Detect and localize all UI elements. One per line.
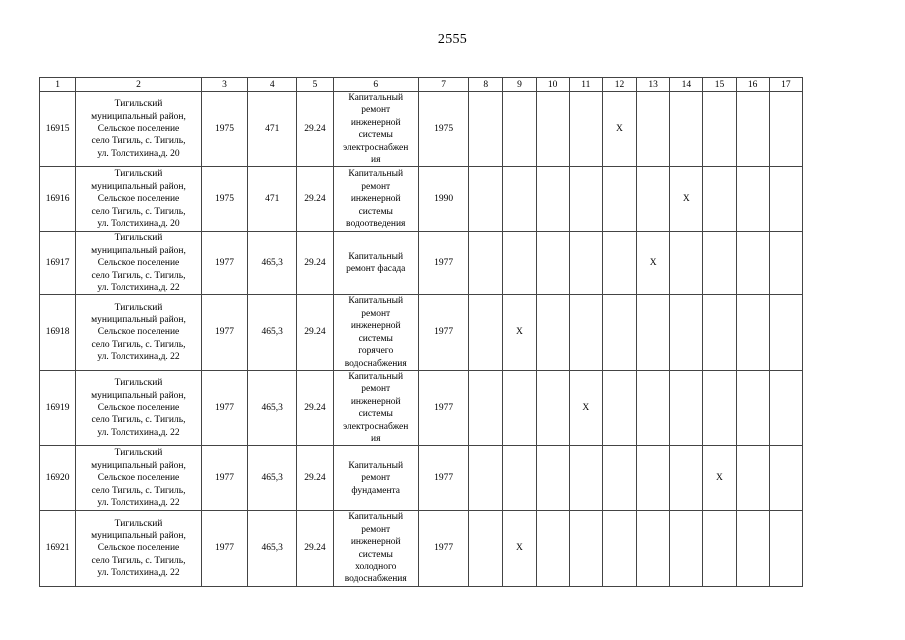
rate-cell: 29.24 (297, 511, 333, 586)
work-type-cell-line: ремонт (361, 181, 391, 192)
header-cell: 17 (769, 78, 802, 92)
empty-cell (569, 92, 602, 167)
header-row (40, 78, 803, 92)
address-cell-line: Тигильский (114, 518, 163, 529)
mark-cell: X (503, 295, 536, 370)
work-type-cell-line: системы (358, 409, 393, 420)
work-type-cell (333, 295, 418, 370)
empty-cell (703, 232, 736, 295)
address-cell (76, 511, 202, 586)
address-cell-line: Сельское поселение (97, 124, 180, 135)
address-cell-line: муниципальный район, (91, 460, 186, 471)
address-cell-line: Тигильский (114, 169, 163, 180)
work-type-cell-line: системы (358, 333, 393, 344)
empty-cell (703, 295, 736, 370)
work-type-cell-line: фундамента (351, 485, 401, 496)
year-cell: 1977 (418, 370, 468, 445)
year-built-cell: 1977 (201, 295, 247, 370)
empty-cell (503, 232, 536, 295)
rate-cell: 29.24 (297, 167, 333, 232)
address-cell-line: муниципальный район, (91, 390, 186, 401)
work-type-cell-line: ремонт (361, 105, 391, 116)
empty-cell (469, 511, 503, 586)
header-cell: 10 (536, 78, 569, 92)
empty-cell (503, 370, 536, 445)
year-built-cell: 1977 (201, 370, 247, 445)
rate-cell: 29.24 (297, 232, 333, 295)
work-type-cell-line: ремонт фасада (346, 264, 406, 275)
year-cell: 1977 (418, 511, 468, 586)
empty-cell (736, 92, 769, 167)
mark-cell: X (503, 511, 536, 586)
header-cell: 5 (297, 78, 333, 92)
address-cell-line: село Тигиль, с. Тигиль, (91, 415, 186, 426)
empty-cell (637, 295, 670, 370)
empty-cell (703, 511, 736, 586)
mark-cell: X (602, 92, 636, 167)
work-type-cell-line: ия (371, 155, 381, 166)
empty-cell (670, 92, 703, 167)
row-number-cell: 16917 (40, 232, 76, 295)
address-cell-line: ул. Толстихина,д. 22 (97, 283, 180, 294)
work-type-cell (333, 167, 418, 232)
empty-cell (602, 446, 636, 511)
mark-cell: X (637, 232, 670, 295)
header-cell: 16 (736, 78, 769, 92)
address-cell-line: Сельское поселение (97, 543, 180, 554)
empty-cell (769, 370, 802, 445)
address-cell-line: ул. Толстихина,д. 22 (97, 427, 180, 438)
mark-cell: X (703, 446, 736, 511)
address-cell-line: село Тигиль, с. Тигиль, (91, 136, 186, 147)
empty-cell (769, 295, 802, 370)
mark-cell: X (569, 370, 602, 445)
address-cell-line: ул. Толстихина,д. 20 (97, 219, 180, 230)
table-row (40, 232, 803, 295)
work-type-cell-line: ия (371, 433, 381, 444)
register-table (39, 77, 803, 587)
address-cell-line: муниципальный район, (91, 111, 186, 122)
table-row (40, 511, 803, 586)
empty-cell (602, 232, 636, 295)
mark-cell: X (670, 167, 703, 232)
empty-cell (703, 370, 736, 445)
address-cell-line: Сельское поселение (97, 327, 180, 338)
work-type-cell-line: системы (358, 206, 393, 217)
work-type-cell-line: Капитальный (348, 93, 404, 103)
work-type-cell (333, 511, 418, 586)
empty-cell (536, 167, 569, 232)
header-cell: 1 (40, 78, 76, 92)
empty-cell (536, 232, 569, 295)
work-type-cell-line: водоснабжения (344, 358, 407, 369)
year-built-cell: 1977 (201, 511, 247, 586)
empty-cell (670, 446, 703, 511)
address-cell-line: муниципальный район, (91, 530, 186, 541)
empty-cell (637, 92, 670, 167)
row-number-cell: 16921 (40, 511, 76, 586)
address-cell-line: Сельское поселение (97, 258, 180, 269)
empty-cell (703, 167, 736, 232)
empty-cell (736, 370, 769, 445)
work-type-cell (333, 370, 418, 445)
work-type-cell-line: водоснабжения (344, 574, 407, 585)
empty-cell (769, 446, 802, 511)
header-cell: 12 (602, 78, 636, 92)
table-body (40, 92, 803, 587)
work-type-cell-line: инженерной (350, 321, 401, 332)
work-type-cell-line: инженерной (350, 396, 401, 407)
rate-cell: 29.24 (297, 92, 333, 167)
rate-cell: 29.24 (297, 370, 333, 445)
address-cell (76, 295, 202, 370)
empty-cell (637, 370, 670, 445)
empty-cell (670, 511, 703, 586)
address-cell-line: село Тигиль, с. Тигиль, (91, 339, 186, 350)
work-type-cell (333, 92, 418, 167)
area-cell: 465,3 (248, 370, 297, 445)
page-number: 2555 (437, 32, 468, 47)
address-cell-line: муниципальный район, (91, 181, 186, 192)
header-cell: 9 (503, 78, 536, 92)
year-built-cell: 1975 (201, 92, 247, 167)
empty-cell (469, 232, 503, 295)
empty-cell (769, 232, 802, 295)
empty-cell (569, 232, 602, 295)
rate-cell: 29.24 (297, 446, 333, 511)
year-cell: 1977 (418, 232, 468, 295)
work-type-cell-line: системы (358, 549, 393, 560)
row-number-cell: 16919 (40, 370, 76, 445)
work-type-cell-line: Капитальный (348, 169, 404, 180)
table-row (40, 370, 803, 445)
empty-cell (602, 167, 636, 232)
address-cell-line: Сельское поселение (97, 402, 180, 413)
empty-cell (536, 446, 569, 511)
year-built-cell: 1977 (201, 232, 247, 295)
empty-cell (469, 92, 503, 167)
row-number-cell: 16918 (40, 295, 76, 370)
table-row (40, 167, 803, 232)
address-cell-line: Тигильский (114, 448, 163, 459)
empty-cell (536, 295, 569, 370)
empty-cell (703, 92, 736, 167)
header-cell: 2 (76, 78, 202, 92)
work-type-cell (333, 446, 418, 511)
address-cell-line: село Тигиль, с. Тигиль, (91, 270, 186, 281)
year-cell: 1977 (418, 295, 468, 370)
work-type-cell-line: электроснабжен (343, 421, 409, 432)
header-cell: 14 (670, 78, 703, 92)
address-cell-line: Сельское поселение (97, 194, 180, 205)
empty-cell (602, 370, 636, 445)
address-cell-line: ул. Толстихина,д. 22 (97, 568, 180, 579)
empty-cell (503, 92, 536, 167)
work-type-cell-line: инженерной (350, 194, 401, 205)
table-row (40, 92, 803, 167)
address-cell-line: ул. Толстихина,д. 22 (97, 497, 180, 508)
work-type-cell-line: ремонт (361, 308, 391, 319)
row-number-cell: 16920 (40, 446, 76, 511)
empty-cell (569, 511, 602, 586)
year-built-cell: 1975 (201, 167, 247, 232)
year-cell: 1977 (418, 446, 468, 511)
empty-cell (536, 370, 569, 445)
address-cell (76, 167, 202, 232)
area-cell: 471 (248, 167, 297, 232)
area-cell: 471 (248, 92, 297, 167)
area-cell: 465,3 (248, 446, 297, 511)
header-cell: 4 (248, 78, 297, 92)
table-row (40, 446, 803, 511)
row-number-cell: 16916 (40, 167, 76, 232)
work-type-cell-line: инженерной (350, 537, 401, 548)
empty-cell (469, 446, 503, 511)
empty-cell (469, 295, 503, 370)
empty-cell (670, 295, 703, 370)
address-cell-line: Тигильский (114, 302, 163, 313)
header-cell: 6 (333, 78, 418, 92)
empty-cell (769, 92, 802, 167)
work-type-cell-line: Капитальный (348, 512, 404, 523)
year-cell: 1975 (418, 92, 468, 167)
work-type-cell-line: Капитальный (348, 252, 404, 263)
empty-cell (736, 295, 769, 370)
address-cell-line: Сельское поселение (97, 473, 180, 484)
address-cell-line: муниципальный район, (91, 315, 186, 326)
address-cell-line: ул. Толстихина,д. 22 (97, 352, 180, 363)
empty-cell (736, 511, 769, 586)
row-number-cell: 16915 (40, 92, 76, 167)
empty-cell (736, 446, 769, 511)
address-cell-line: село Тигиль, с. Тигиль, (91, 206, 186, 217)
year-built-cell: 1977 (201, 446, 247, 511)
empty-cell (736, 167, 769, 232)
work-type-cell-line: горячего (358, 346, 394, 357)
empty-cell (469, 167, 503, 232)
empty-cell (569, 167, 602, 232)
address-cell-line: Тигильский (114, 233, 163, 244)
work-type-cell-line: электроснабжен (343, 142, 409, 153)
empty-cell (569, 295, 602, 370)
area-cell: 465,3 (248, 295, 297, 370)
address-cell (76, 232, 202, 295)
header-cell: 15 (703, 78, 736, 92)
area-cell: 465,3 (248, 511, 297, 586)
address-cell-line: село Тигиль, с. Тигиль, (91, 485, 186, 496)
work-type-cell-line: системы (358, 130, 393, 141)
empty-cell (503, 446, 536, 511)
address-cell-line: ул. Толстихина,д. 20 (97, 148, 180, 159)
address-cell (76, 370, 202, 445)
work-type-cell-line: водоотведения (346, 219, 406, 230)
header-cell: 7 (418, 78, 468, 92)
address-cell (76, 446, 202, 511)
header-cell: 13 (637, 78, 670, 92)
address-cell-line: Тигильский (114, 378, 163, 389)
empty-cell (602, 511, 636, 586)
work-type-cell-line: Капитальный (348, 296, 404, 307)
work-type-cell-line: Капитальный (348, 371, 404, 382)
work-type-cell-line: Капитальный (348, 460, 404, 471)
empty-cell (769, 511, 802, 586)
address-cell-line: Тигильский (114, 99, 163, 110)
empty-cell (670, 370, 703, 445)
year-cell: 1990 (418, 167, 468, 232)
address-cell (76, 92, 202, 167)
work-type-cell-line: ремонт (361, 524, 391, 535)
empty-cell (536, 92, 569, 167)
empty-cell (503, 167, 536, 232)
work-type-cell-line: инженерной (350, 117, 401, 128)
rate-cell: 29.24 (297, 295, 333, 370)
header-cell: 8 (469, 78, 503, 92)
empty-cell (736, 232, 769, 295)
work-type-cell-line: холодного (355, 561, 397, 572)
table-row (40, 295, 803, 370)
empty-cell (637, 511, 670, 586)
empty-cell (536, 511, 569, 586)
work-type-cell (333, 232, 418, 295)
work-type-cell-line: ремонт (361, 384, 391, 395)
address-cell-line: село Тигиль, с. Тигиль, (91, 555, 186, 566)
work-type-cell-line: ремонт (361, 473, 391, 484)
header-cell: 11 (569, 78, 602, 92)
empty-cell (769, 167, 802, 232)
empty-cell (670, 232, 703, 295)
header-cell: 3 (201, 78, 247, 92)
address-cell-line: муниципальный район, (91, 245, 186, 256)
area-cell: 465,3 (248, 232, 297, 295)
empty-cell (569, 446, 602, 511)
empty-cell (637, 167, 670, 232)
empty-cell (637, 446, 670, 511)
empty-cell (469, 370, 503, 445)
empty-cell (602, 295, 636, 370)
